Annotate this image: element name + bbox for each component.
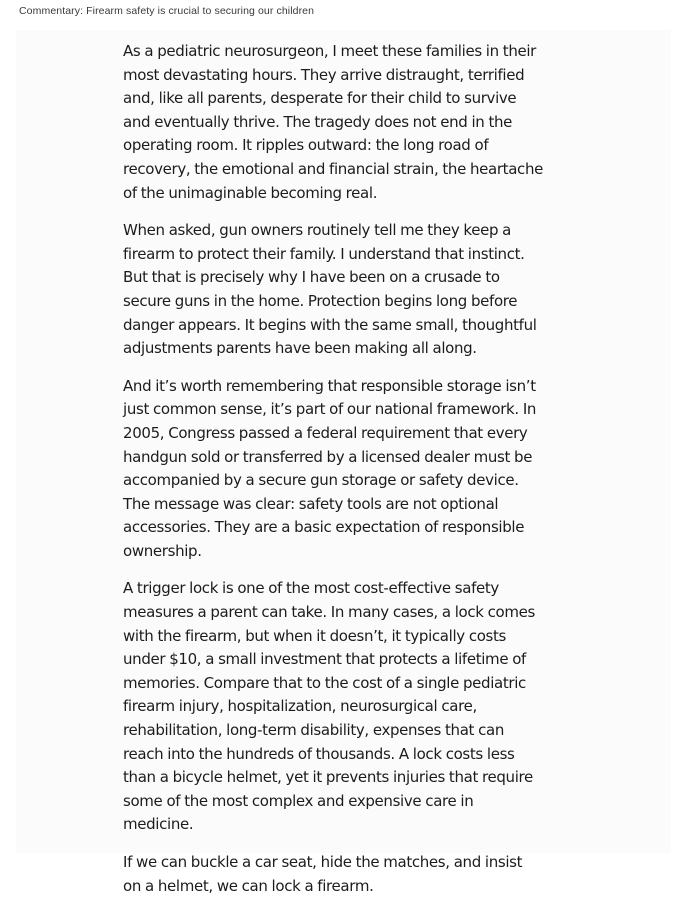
page-title: Commentary: Firearm safety is crucial to securing our children	[19, 5, 315, 17]
article-paragraph-2: When asked, gun owners routinely tell me they keep a firearm to protect their family. I understand that instinct. But that is precisely why I have been on a crusade to secure guns in the home. Protection begins long before danger appears. It begins with the same small, thoughtful adjustments parents have been making all along.	[123, 221, 537, 358]
article-paragraph-4: A trigger lock is one of the most cost-effective safety measures a parent can take. In many cases, a lock comes with the firearm, but when it doesn’t, it typically costs under $10, a small investment that protects a lifetime of memories. Compare that to the cost of a single pediatric firearm injury, hospitalization, neurosurgical care, rehabilitation, long-term disability, expenses that can reach into the hundreds of thousands. A lock costs less than a bicycle helmet, yet it prevents injuries that require some of the most complex and expensive care in medicine.	[123, 579, 535, 834]
top-bar	[0, 0, 687, 26]
article-paragraph-1: As a pediatric neurosurgeon, I meet these families in their most devastating hours. They arrive distraught, terrified and, like all parents, desperate for their child to survive and eventually thrive. The tragedy does not end in the operating room. It ripples outward: the long road of recovery, the emotional and financial strain, the heartache of the unimaginable becoming real.	[123, 42, 543, 202]
article-paragraph-5: If we can buckle a car seat, hide the matches, and insist on a helmet, we can lock a firearm.	[123, 853, 523, 895]
article-body	[123, 40, 543, 912]
article-paragraph-3: And it’s worth remembering that responsible storage isn’t just common sense, it’s part of our national framework. In 2005, Congress passed a federal requirement that every handgun sold or transferred by a licensed dealer must be accompanied by a secure gun storage or safety device. The message was clear: safety tools are not optional accessories. They are a basic expectation of responsible ownership.	[123, 376, 537, 560]
